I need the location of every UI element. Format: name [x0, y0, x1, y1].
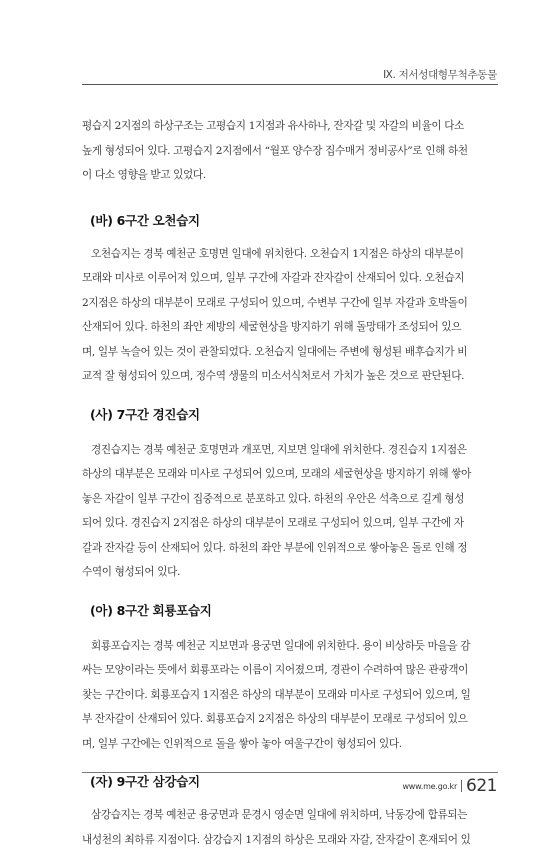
section-heading-hoeryongpo: (아) 8구간 회룡포습지 [82, 599, 496, 623]
footer-separator [461, 780, 462, 792]
text-line: 수역이 형성되어 있다. [82, 560, 496, 585]
paragraph-ocheon [82, 242, 496, 389]
text-line: 부 잔자갈이 산재되어 있다. 회룡포습지 2지점은 하상의 대부분이 모래로 구성되어 있으 [82, 707, 496, 732]
text-line: 평습지 2지점의 하상구조는 고평습지 1지점과 유사하나, 잔자갈 및 자갈의 비율이 다소 [82, 114, 496, 139]
text-line: 2지점은 하상의 대부분이 모래로 구성되어 있으며, 수변부 구간에 일부 자갈과 호박돌이 [82, 291, 496, 316]
section-heading-ocheon: (바) 6구간 오천습지 [82, 209, 496, 233]
paragraph-hoeryongpo [82, 634, 496, 757]
section-heading-samgang: (자) 9구간 삼강습지 [82, 770, 496, 794]
paragraph-gyeongjin [82, 438, 496, 585]
header-rule [82, 84, 498, 85]
text-line: 회룡포습지는 경북 예천군 지보면과 용궁면 일대에 위치한다. 용이 비상하듯 마을을 감 [82, 634, 496, 659]
text-line: 찾는 구간이다. 회룡포습지 1지점은 하상의 대부분이 모래와 미사로 구성되어 있으며, 일 [82, 683, 496, 708]
text-line: 며, 일부 구간에는 인위적으로 돌을 쌓아 놓아 여울구간이 형성되어 있다. [82, 732, 496, 757]
paragraph-gopyeong-continued [82, 114, 496, 188]
section-heading-gyeongjin: (사) 7구간 경진습지 [82, 403, 496, 427]
text-line: 삼강습지는 경북 예천군 용궁면과 문경시 영순면 일대에 위치하며, 낙동강에 합류되는 [82, 803, 496, 828]
text-line: 싸는 모양이라는 뜻에서 회룡포라는 이름이 지어졌으며, 경관이 수려하여 많은 관광객이 [82, 658, 496, 683]
text-line: 경진습지는 경북 예천군 호명면과 개포면, 지보면 일대에 위치한다. 경진습지 1지점은 [82, 438, 496, 463]
text-line: 되어 있다. 경진습지 2지점은 하상의 대부분이 모래로 구성되어 있으며, 일부 구간에 자 [82, 511, 496, 536]
text-line: 며, 일부 녹슬어 있는 것이 관찰되었다. 오천습지 일대에는 주변에 형성된 배후습지가 비 [82, 340, 496, 365]
main-content [82, 114, 496, 852]
footer-url: www.me.go.kr [402, 782, 457, 791]
text-line: 교적 잘 형성되어 있으며, 정수역 생물의 미소서식처로서 가치가 높은 것으로 판단된다. [82, 364, 496, 389]
text-line: 놓은 자갈이 일부 구간이 집중적으로 분포하고 있다. 하천의 우안은 석축으로 길게 형성 [82, 487, 496, 512]
text-line: 갈과 잔자갈 등이 산재되어 있다. 하천의 좌안 부분에 인위적으로 쌓아놓은 돌로 인해 정 [82, 536, 496, 561]
text-line: 하상의 대부분은 모래와 미사로 구성되어 있으며, 모래의 세굴현상을 방지하기 위해 쌓아 [82, 462, 496, 487]
page-footer [402, 776, 497, 796]
text-line: 이 다소 영향을 받고 있었다. [82, 163, 496, 188]
running-header: Ⅸ. 저서성대형무척추동물 [383, 67, 497, 82]
paragraph-samgang [82, 803, 496, 852]
text-line: 오천습지는 경북 예천군 호명면 일대에 위치한다. 오천습지 1지점은 하상의 대부분이 [82, 242, 496, 267]
page-number: 621 [466, 776, 497, 796]
text-line: 산재되어 있다. 하천의 좌안 제방의 세굴현상을 방지하기 위해 돌망태가 조성되어 있으 [82, 315, 496, 340]
text-line: 내성천의 최하류 지점이다. 삼강습지 1지점의 하상은 모래와 자갈, 잔자갈이 혼재되어 있 [82, 828, 496, 852]
footer-rule [82, 772, 498, 773]
text-line: 높게 형성되어 있다. 고평습지 2지점에서 “월포 양수장 집수매거 정비공사”로 인해 하천 [82, 139, 496, 164]
text-line: 모래와 미사로 이루어져 있으며, 일부 구간에 자갈과 잔자갈이 산재되어 있다. 오천습지 [82, 266, 496, 291]
